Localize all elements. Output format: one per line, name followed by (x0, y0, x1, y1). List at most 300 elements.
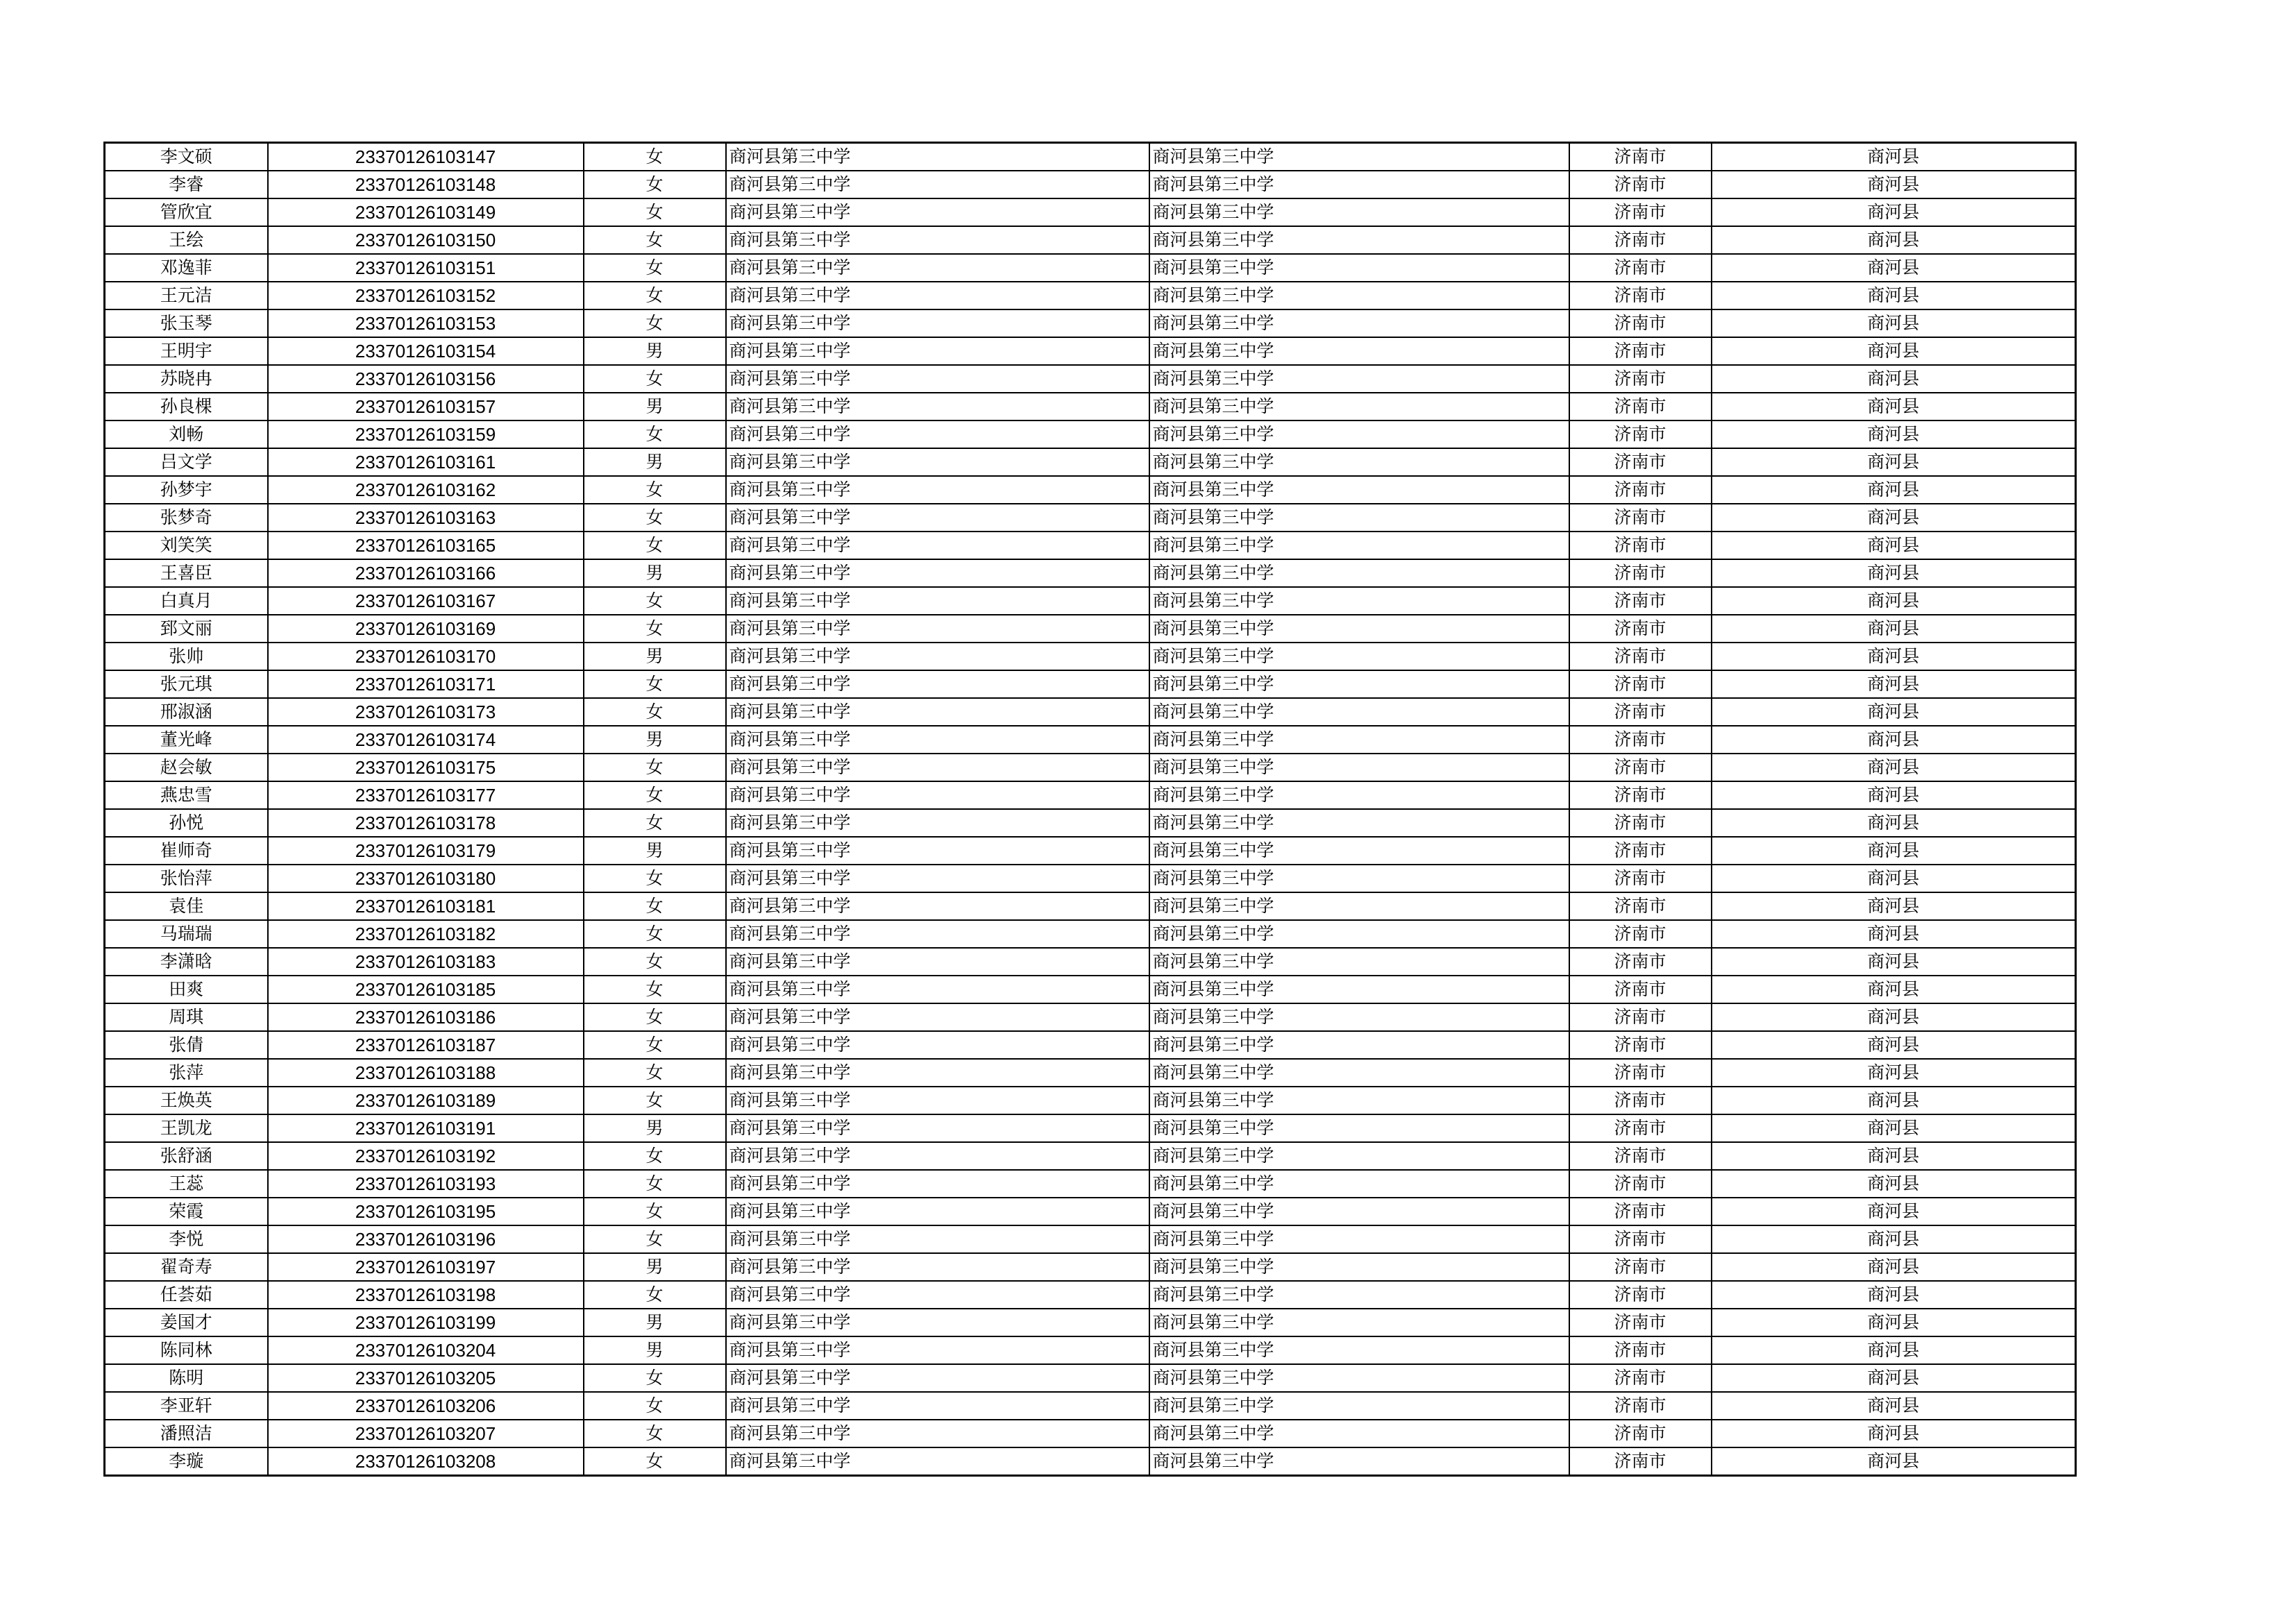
county-cell: 商河县 (1712, 587, 2076, 615)
graduating-school-cell: 商河县第三中学 (1149, 1225, 1569, 1253)
student-name-cell: 陈同林 (105, 1336, 268, 1364)
table-row (105, 143, 2076, 171)
gender-cell: 男 (584, 559, 726, 587)
school-cell: 商河县第三中学 (726, 587, 1149, 615)
table-row (105, 420, 2076, 448)
graduating-school-cell: 商河县第三中学 (1149, 1253, 1569, 1281)
student-name-cell: 郅文丽 (105, 615, 268, 643)
city-cell: 济南市 (1569, 1364, 1712, 1392)
school-cell: 商河县第三中学 (726, 976, 1149, 1003)
student-name-cell: 赵会敏 (105, 754, 268, 781)
county-cell: 商河县 (1712, 698, 2076, 726)
table-row (105, 1170, 2076, 1198)
city-cell: 济南市 (1569, 1059, 1712, 1087)
student-name-cell: 王凯龙 (105, 1114, 268, 1142)
city-cell: 济南市 (1569, 698, 1712, 726)
gender-cell: 男 (584, 1309, 726, 1336)
graduating-school-cell: 商河县第三中学 (1149, 1198, 1569, 1225)
table-row (105, 781, 2076, 809)
county-cell: 商河县 (1712, 1225, 2076, 1253)
graduating-school-cell: 商河县第三中学 (1149, 226, 1569, 254)
county-cell: 商河县 (1712, 254, 2076, 282)
student-name-cell: 王绘 (105, 226, 268, 254)
gender-cell: 男 (584, 837, 726, 865)
city-cell: 济南市 (1569, 1253, 1712, 1281)
gender-cell: 女 (584, 532, 726, 559)
city-cell: 济南市 (1569, 1447, 1712, 1476)
school-cell: 商河县第三中学 (726, 337, 1149, 365)
gender-cell: 女 (584, 1059, 726, 1087)
table-row (105, 1364, 2076, 1392)
graduating-school-cell: 商河县第三中学 (1149, 337, 1569, 365)
table-row (105, 726, 2076, 754)
county-cell: 商河县 (1712, 837, 2076, 865)
exam-number-cell: 23370126103170 (268, 643, 584, 670)
county-cell: 商河县 (1712, 643, 2076, 670)
graduating-school-cell: 商河县第三中学 (1149, 781, 1569, 809)
school-cell: 商河县第三中学 (726, 143, 1149, 171)
city-cell: 济南市 (1569, 143, 1712, 171)
gender-cell: 女 (584, 865, 726, 892)
graduating-school-cell: 商河县第三中学 (1149, 476, 1569, 504)
gender-cell: 女 (584, 143, 726, 171)
student-name-cell: 张元琪 (105, 670, 268, 698)
school-cell: 商河县第三中学 (726, 448, 1149, 476)
county-cell: 商河县 (1712, 948, 2076, 976)
graduating-school-cell: 商河县第三中学 (1149, 1309, 1569, 1336)
gender-cell: 女 (584, 587, 726, 615)
graduating-school-cell: 商河县第三中学 (1149, 198, 1569, 226)
table-row (105, 837, 2076, 865)
table-row (105, 587, 2076, 615)
school-cell: 商河县第三中学 (726, 781, 1149, 809)
school-cell: 商河县第三中学 (726, 476, 1149, 504)
city-cell: 济南市 (1569, 1392, 1712, 1420)
county-cell: 商河县 (1712, 615, 2076, 643)
county-cell: 商河县 (1712, 1336, 2076, 1364)
school-cell: 商河县第三中学 (726, 670, 1149, 698)
exam-number-cell: 23370126103199 (268, 1309, 584, 1336)
gender-cell: 女 (584, 504, 726, 532)
gender-cell: 男 (584, 393, 726, 420)
county-cell: 商河县 (1712, 1003, 2076, 1031)
county-cell: 商河县 (1712, 420, 2076, 448)
student-name-cell: 张怡萍 (105, 865, 268, 892)
county-cell: 商河县 (1712, 670, 2076, 698)
gender-cell: 女 (584, 420, 726, 448)
school-cell: 商河县第三中学 (726, 643, 1149, 670)
table-row (105, 198, 2076, 226)
gender-cell: 女 (584, 948, 726, 976)
student-name-cell: 苏晓冉 (105, 365, 268, 393)
graduating-school-cell: 商河县第三中学 (1149, 1003, 1569, 1031)
county-cell: 商河县 (1712, 309, 2076, 337)
county-cell: 商河县 (1712, 920, 2076, 948)
gender-cell: 女 (584, 1420, 726, 1447)
gender-cell: 女 (584, 198, 726, 226)
table-row (105, 393, 2076, 420)
exam-number-cell: 23370126103187 (268, 1031, 584, 1059)
school-cell: 商河县第三中学 (726, 1336, 1149, 1364)
exam-number-cell: 23370126103208 (268, 1447, 584, 1476)
exam-number-cell: 23370126103152 (268, 282, 584, 309)
student-name-cell: 李文硕 (105, 143, 268, 171)
student-name-cell: 李璇 (105, 1447, 268, 1476)
graduating-school-cell: 商河县第三中学 (1149, 1170, 1569, 1198)
student-name-cell: 张玉琴 (105, 309, 268, 337)
table-row (105, 754, 2076, 781)
county-cell: 商河县 (1712, 809, 2076, 837)
county-cell: 商河县 (1712, 393, 2076, 420)
city-cell: 济南市 (1569, 254, 1712, 282)
student-name-cell: 王蕊 (105, 1170, 268, 1198)
graduating-school-cell: 商河县第三中学 (1149, 615, 1569, 643)
exam-number-cell: 23370126103188 (268, 1059, 584, 1087)
exam-number-cell: 23370126103177 (268, 781, 584, 809)
exam-number-cell: 23370126103161 (268, 448, 584, 476)
county-cell: 商河县 (1712, 1114, 2076, 1142)
exam-number-cell: 23370126103181 (268, 892, 584, 920)
table-row (105, 1420, 2076, 1447)
exam-number-cell: 23370126103167 (268, 587, 584, 615)
school-cell: 商河县第三中学 (726, 1059, 1149, 1087)
table-row (105, 254, 2076, 282)
graduating-school-cell: 商河县第三中学 (1149, 309, 1569, 337)
city-cell: 济南市 (1569, 615, 1712, 643)
table-row (105, 1198, 2076, 1225)
school-cell: 商河县第三中学 (726, 726, 1149, 754)
county-cell: 商河县 (1712, 976, 2076, 1003)
exam-number-cell: 23370126103183 (268, 948, 584, 976)
city-cell: 济南市 (1569, 1114, 1712, 1142)
school-cell: 商河县第三中学 (726, 1253, 1149, 1281)
exam-number-cell: 23370126103174 (268, 726, 584, 754)
graduating-school-cell: 商河县第三中学 (1149, 1364, 1569, 1392)
table-row (105, 1225, 2076, 1253)
city-cell: 济南市 (1569, 920, 1712, 948)
graduating-school-cell: 商河县第三中学 (1149, 1336, 1569, 1364)
gender-cell: 女 (584, 1087, 726, 1114)
table-row (105, 476, 2076, 504)
gender-cell: 女 (584, 670, 726, 698)
gender-cell: 男 (584, 1114, 726, 1142)
city-cell: 济南市 (1569, 309, 1712, 337)
county-cell: 商河县 (1712, 1087, 2076, 1114)
student-name-cell: 吕文学 (105, 448, 268, 476)
student-name-cell: 孙良棵 (105, 393, 268, 420)
exam-number-cell: 23370126103171 (268, 670, 584, 698)
graduating-school-cell: 商河县第三中学 (1149, 532, 1569, 559)
graduating-school-cell: 商河县第三中学 (1149, 504, 1569, 532)
exam-number-cell: 23370126103196 (268, 1225, 584, 1253)
table-row (105, 865, 2076, 892)
graduating-school-cell: 商河县第三中学 (1149, 143, 1569, 171)
exam-number-cell: 23370126103175 (268, 754, 584, 781)
graduating-school-cell: 商河县第三中学 (1149, 726, 1569, 754)
school-cell: 商河县第三中学 (726, 198, 1149, 226)
table-row (105, 1392, 2076, 1420)
city-cell: 济南市 (1569, 865, 1712, 892)
gender-cell: 女 (584, 1281, 726, 1309)
city-cell: 济南市 (1569, 587, 1712, 615)
table-row (105, 365, 2076, 393)
county-cell: 商河县 (1712, 1142, 2076, 1170)
graduating-school-cell: 商河县第三中学 (1149, 1447, 1569, 1476)
city-cell: 济南市 (1569, 1420, 1712, 1447)
gender-cell: 女 (584, 1392, 726, 1420)
graduating-school-cell: 商河县第三中学 (1149, 920, 1569, 948)
school-cell: 商河县第三中学 (726, 698, 1149, 726)
county-cell: 商河县 (1712, 365, 2076, 393)
county-cell: 商河县 (1712, 1253, 2076, 1281)
school-cell: 商河县第三中学 (726, 615, 1149, 643)
school-cell: 商河县第三中学 (726, 1447, 1149, 1476)
county-cell: 商河县 (1712, 532, 2076, 559)
school-cell: 商河县第三中学 (726, 1114, 1149, 1142)
table-row (105, 976, 2076, 1003)
exam-number-cell: 23370126103153 (268, 309, 584, 337)
city-cell: 济南市 (1569, 1336, 1712, 1364)
city-cell: 济南市 (1569, 1142, 1712, 1170)
gender-cell: 女 (584, 754, 726, 781)
graduating-school-cell: 商河县第三中学 (1149, 171, 1569, 198)
county-cell: 商河县 (1712, 1031, 2076, 1059)
student-name-cell: 潘照洁 (105, 1420, 268, 1447)
gender-cell: 女 (584, 1003, 726, 1031)
city-cell: 济南市 (1569, 532, 1712, 559)
table-row (105, 559, 2076, 587)
table-row (105, 309, 2076, 337)
city-cell: 济南市 (1569, 1281, 1712, 1309)
school-cell: 商河县第三中学 (726, 1031, 1149, 1059)
city-cell: 济南市 (1569, 282, 1712, 309)
gender-cell: 女 (584, 976, 726, 1003)
gender-cell: 男 (584, 1253, 726, 1281)
school-cell: 商河县第三中学 (726, 1003, 1149, 1031)
city-cell: 济南市 (1569, 1087, 1712, 1114)
school-cell: 商河县第三中学 (726, 892, 1149, 920)
graduating-school-cell: 商河县第三中学 (1149, 587, 1569, 615)
gender-cell: 男 (584, 337, 726, 365)
table-row (105, 1253, 2076, 1281)
exam-number-cell: 23370126103192 (268, 1142, 584, 1170)
student-name-cell: 袁佳 (105, 892, 268, 920)
table-row (105, 615, 2076, 643)
table-row (105, 1281, 2076, 1309)
exam-number-cell: 23370126103154 (268, 337, 584, 365)
city-cell: 济南市 (1569, 643, 1712, 670)
graduating-school-cell: 商河县第三中学 (1149, 365, 1569, 393)
school-cell: 商河县第三中学 (726, 1087, 1149, 1114)
exam-number-cell: 23370126103204 (268, 1336, 584, 1364)
city-cell: 济南市 (1569, 1031, 1712, 1059)
school-cell: 商河县第三中学 (726, 1225, 1149, 1253)
table-row (105, 282, 2076, 309)
gender-cell: 女 (584, 282, 726, 309)
city-cell: 济南市 (1569, 420, 1712, 448)
gender-cell: 女 (584, 809, 726, 837)
student-name-cell: 张帅 (105, 643, 268, 670)
city-cell: 济南市 (1569, 226, 1712, 254)
school-cell: 商河县第三中学 (726, 1198, 1149, 1225)
gender-cell: 女 (584, 171, 726, 198)
table-row (105, 920, 2076, 948)
table-row (105, 809, 2076, 837)
county-cell: 商河县 (1712, 143, 2076, 171)
student-name-cell: 崔师奇 (105, 837, 268, 865)
county-cell: 商河县 (1712, 726, 2076, 754)
county-cell: 商河县 (1712, 504, 2076, 532)
exam-number-cell: 23370126103207 (268, 1420, 584, 1447)
school-cell: 商河县第三中学 (726, 1170, 1149, 1198)
graduating-school-cell: 商河县第三中学 (1149, 976, 1569, 1003)
graduating-school-cell: 商河县第三中学 (1149, 809, 1569, 837)
city-cell: 济南市 (1569, 892, 1712, 920)
county-cell: 商河县 (1712, 892, 2076, 920)
graduating-school-cell: 商河县第三中学 (1149, 754, 1569, 781)
student-name-cell: 姜国才 (105, 1309, 268, 1336)
city-cell: 济南市 (1569, 171, 1712, 198)
county-cell: 商河县 (1712, 198, 2076, 226)
table-row (105, 1003, 2076, 1031)
exam-number-cell: 23370126103182 (268, 920, 584, 948)
table-row (105, 337, 2076, 365)
graduating-school-cell: 商河县第三中学 (1149, 448, 1569, 476)
exam-number-cell: 23370126103197 (268, 1253, 584, 1281)
table-row (105, 1142, 2076, 1170)
student-name-cell: 李亚轩 (105, 1392, 268, 1420)
school-cell: 商河县第三中学 (726, 226, 1149, 254)
school-cell: 商河县第三中学 (726, 365, 1149, 393)
city-cell: 济南市 (1569, 337, 1712, 365)
city-cell: 济南市 (1569, 837, 1712, 865)
table-row (105, 670, 2076, 698)
table-body (105, 143, 2076, 1476)
student-name-cell: 王焕英 (105, 1087, 268, 1114)
county-cell: 商河县 (1712, 781, 2076, 809)
city-cell: 济南市 (1569, 948, 1712, 976)
graduating-school-cell: 商河县第三中学 (1149, 559, 1569, 587)
exam-number-cell: 23370126103156 (268, 365, 584, 393)
exam-number-cell: 23370126103159 (268, 420, 584, 448)
student-name-cell: 李潇晗 (105, 948, 268, 976)
city-cell: 济南市 (1569, 1003, 1712, 1031)
student-name-cell: 刘畅 (105, 420, 268, 448)
graduating-school-cell: 商河县第三中学 (1149, 282, 1569, 309)
school-cell: 商河县第三中学 (726, 865, 1149, 892)
table-row (105, 448, 2076, 476)
graduating-school-cell: 商河县第三中学 (1149, 1281, 1569, 1309)
city-cell: 济南市 (1569, 670, 1712, 698)
school-cell: 商河县第三中学 (726, 1420, 1149, 1447)
student-name-cell: 王明宇 (105, 337, 268, 365)
school-cell: 商河县第三中学 (726, 809, 1149, 837)
county-cell: 商河县 (1712, 1198, 2076, 1225)
city-cell: 济南市 (1569, 976, 1712, 1003)
school-cell: 商河县第三中学 (726, 1309, 1149, 1336)
student-name-cell: 孙梦宇 (105, 476, 268, 504)
gender-cell: 女 (584, 476, 726, 504)
student-name-cell: 管欣宜 (105, 198, 268, 226)
exam-number-cell: 23370126103193 (268, 1170, 584, 1198)
table-row (105, 1059, 2076, 1087)
school-cell: 商河县第三中学 (726, 559, 1149, 587)
graduating-school-cell: 商河县第三中学 (1149, 892, 1569, 920)
graduating-school-cell: 商河县第三中学 (1149, 1031, 1569, 1059)
school-cell: 商河县第三中学 (726, 1281, 1149, 1309)
county-cell: 商河县 (1712, 171, 2076, 198)
school-cell: 商河县第三中学 (726, 948, 1149, 976)
gender-cell: 女 (584, 1031, 726, 1059)
exam-number-cell: 23370126103149 (268, 198, 584, 226)
city-cell: 济南市 (1569, 504, 1712, 532)
school-cell: 商河县第三中学 (726, 504, 1149, 532)
graduating-school-cell: 商河县第三中学 (1149, 1392, 1569, 1420)
student-name-cell: 任荟茹 (105, 1281, 268, 1309)
graduating-school-cell: 商河县第三中学 (1149, 1059, 1569, 1087)
gender-cell: 男 (584, 1336, 726, 1364)
exam-number-cell: 23370126103166 (268, 559, 584, 587)
school-cell: 商河县第三中学 (726, 1142, 1149, 1170)
student-name-cell: 孙悦 (105, 809, 268, 837)
exam-number-cell: 23370126103169 (268, 615, 584, 643)
gender-cell: 女 (584, 781, 726, 809)
gender-cell: 女 (584, 1170, 726, 1198)
graduating-school-cell: 商河县第三中学 (1149, 393, 1569, 420)
school-cell: 商河县第三中学 (726, 837, 1149, 865)
student-name-cell: 田爽 (105, 976, 268, 1003)
table-row (105, 698, 2076, 726)
graduating-school-cell: 商河县第三中学 (1149, 420, 1569, 448)
table-row (105, 1031, 2076, 1059)
gender-cell: 女 (584, 1364, 726, 1392)
city-cell: 济南市 (1569, 1198, 1712, 1225)
gender-cell: 女 (584, 1447, 726, 1476)
exam-number-cell: 23370126103178 (268, 809, 584, 837)
student-name-cell: 李睿 (105, 171, 268, 198)
county-cell: 商河县 (1712, 448, 2076, 476)
student-name-cell: 周琪 (105, 1003, 268, 1031)
exam-number-cell: 23370126103195 (268, 1198, 584, 1225)
city-cell: 济南市 (1569, 198, 1712, 226)
city-cell: 济南市 (1569, 754, 1712, 781)
exam-number-cell: 23370126103179 (268, 837, 584, 865)
graduating-school-cell: 商河县第三中学 (1149, 643, 1569, 670)
graduating-school-cell: 商河县第三中学 (1149, 254, 1569, 282)
gender-cell: 男 (584, 726, 726, 754)
exam-number-cell: 23370126103148 (268, 171, 584, 198)
gender-cell: 女 (584, 1225, 726, 1253)
student-name-cell: 马瑞瑞 (105, 920, 268, 948)
city-cell: 济南市 (1569, 476, 1712, 504)
gender-cell: 女 (584, 698, 726, 726)
student-name-cell: 张萍 (105, 1059, 268, 1087)
county-cell: 商河县 (1712, 337, 2076, 365)
gender-cell: 女 (584, 309, 726, 337)
county-cell: 商河县 (1712, 1392, 2076, 1420)
table-row (105, 1087, 2076, 1114)
table-row (105, 532, 2076, 559)
student-name-cell: 翟奇寿 (105, 1253, 268, 1281)
student-name-cell: 刘笑笑 (105, 532, 268, 559)
county-cell: 商河县 (1712, 476, 2076, 504)
county-cell: 商河县 (1712, 865, 2076, 892)
exam-number-cell: 23370126103205 (268, 1364, 584, 1392)
county-cell: 商河县 (1712, 1309, 2076, 1336)
school-cell: 商河县第三中学 (726, 1392, 1149, 1420)
school-cell: 商河县第三中学 (726, 420, 1149, 448)
school-cell: 商河县第三中学 (726, 1364, 1149, 1392)
